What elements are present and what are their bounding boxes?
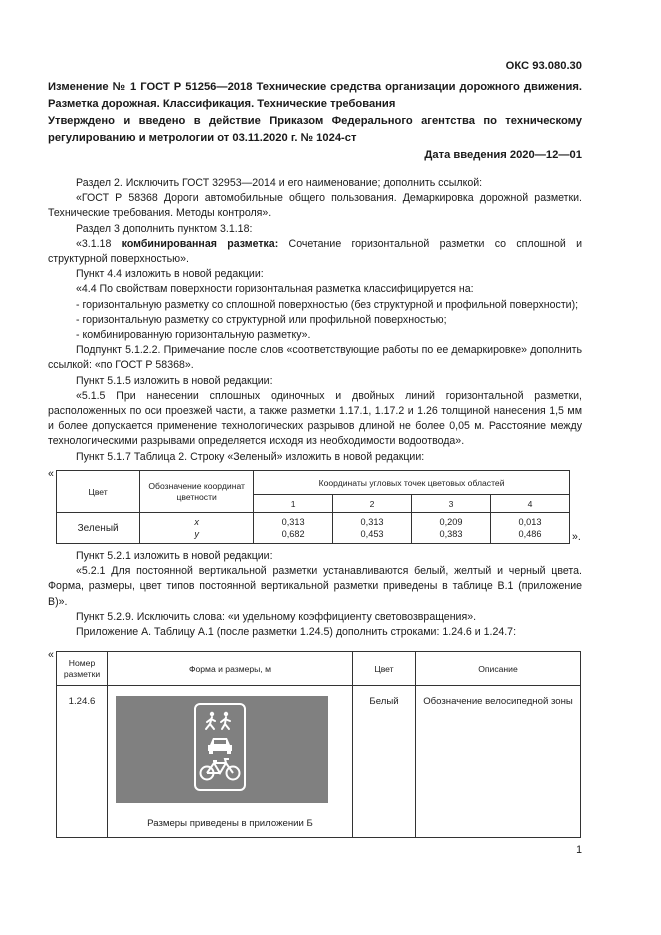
table-row: [57, 686, 581, 838]
marking-table: [56, 651, 581, 838]
paragraph: Пункт 5.2.1 изложить в новой редакции:: [76, 550, 273, 562]
body-text-2: [48, 549, 582, 640]
row-color: Белый: [353, 686, 416, 838]
table-row: [57, 513, 570, 544]
header-coords: Координаты угловых точек цветовых областей: [254, 471, 570, 495]
term: комбинированная разметка:: [121, 237, 279, 250]
row-point-3: 0,209 0,383: [412, 513, 491, 544]
row-point-4: 0,013 0,486: [491, 513, 570, 544]
row-number: 1.24.6: [57, 686, 108, 838]
list-item: - горизонтальную разметку со структурной или профильной поверхностью;: [76, 313, 447, 326]
road-surface: [116, 696, 328, 803]
header-point: 3: [412, 495, 491, 513]
paragraph: [48, 237, 582, 267]
row-desc: Обозначение велосипедной зоны: [416, 686, 581, 838]
paragraph: «5.1.5 При нанесении сплошных одиночных и двойных линий горизонтальной разметки, расположенных по оси проезжей части, а также разметки 1.17.1, 1.17.2 и 1.26 толщиной нанесения 1,5 мм и более допускается применение технологических разрывов длиной не более 0,05 м. Расстояние между технологическими разрывами определяется исходя из необходимости водоотвода».: [48, 389, 582, 448]
page-number: 1: [576, 844, 582, 856]
document-title: Изменение № 1 ГОСТ Р 51256—2018 Технические средства организации дорожного движения. Разметка дорожная. Классификация. Технические требования: [48, 81, 582, 110]
list-item: - комбинированную горизонтальную разметку».: [76, 329, 311, 342]
paragraph: Пункт 5.1.7 Таблица 2. Строку «Зеленый» изложить в новой редакции:: [76, 450, 425, 463]
body-text-1: [48, 176, 582, 465]
row-shape: [108, 686, 353, 838]
paragraph: Пункт 5.1.5 изложить в новой редакции:: [76, 374, 273, 387]
dimensions-note: Размеры приведены в приложении Б: [147, 818, 313, 829]
okc-code: ОКС 93.080.30: [505, 60, 582, 72]
paragraph: «4.4 По свойствам поверхности горизонтальная разметка классифицируется на:: [76, 283, 474, 296]
header-point: 2: [333, 495, 412, 513]
row-color: Зеленый: [57, 513, 140, 544]
paragraph: Пункт 5.2.9. Исключить слова: «и удельному коэффициенту световозвращения».: [76, 610, 477, 623]
paragraph: «5.2.1 Для постоянной вертикальной разметки устанавливаются белый, желтый и черный цвета. Форма, размеры, цвет типов постоянной вертикальной разметки приведены в таблице В.1 (приложение В)».: [48, 565, 582, 608]
paragraph: Приложение А. Таблицу А.1 (после разметки 1.24.5) дополнить строками: 1.24.6 и 1.24.7:: [76, 626, 517, 639]
approval-note: Утверждено и введено в действие Приказом Федерального агентства по техническому регулированию и метрологии от 03.11.2020 г. № 1024-ст: [48, 115, 582, 144]
chromaticity-table: [56, 470, 570, 544]
paragraph: Раздел 3 дополнить пунктом 3.1.18:: [76, 222, 253, 235]
definition: Сочетание горизонтальной разметки со сплошной и структурной поверхностью».: [48, 237, 582, 266]
header-shape: Форма и размеры, м: [108, 652, 353, 686]
effective-date: Дата введения 2020—12—01: [424, 149, 582, 161]
quote-close: ».: [572, 531, 581, 543]
paragraph: Раздел 2. Исключить ГОСТ 32953—2014 и его наименование; дополнить ссылкой:: [76, 177, 483, 189]
list-item: - горизонтальную разметку со сплошной поверхностью (без структурной и профильной поверхности);: [76, 298, 579, 311]
header-point: 1: [254, 495, 333, 513]
header-designation: Обозначение координат цветности: [140, 471, 254, 513]
paragraph: Пункт 4.4 изложить в новой редакции:: [76, 268, 264, 281]
clause-number: «3.1.18: [76, 237, 122, 250]
header-color: Цвет: [57, 471, 140, 513]
header-point: 4: [491, 495, 570, 513]
bicycle-zone-sign: [194, 703, 246, 791]
quote-open: «: [48, 649, 54, 661]
quote-open: «: [48, 468, 54, 480]
row-point-1: 0,313 0,682: [254, 513, 333, 544]
paragraph: «ГОСТ Р 58368 Дороги автомобильные общего пользования. Демаркировка дорожной разметки. Технические требования. Методы контроля».: [48, 192, 582, 220]
header-number: Номер разметки: [57, 652, 108, 686]
row-designation: x y: [140, 513, 254, 544]
paragraph: Подпункт 5.1.2.2. Примечание после слов «соответствующие работы по ее демаркировке» дополнить ссылкой: «по ГОСТ Р 58368».: [48, 344, 582, 372]
row-point-2: 0,313 0,453: [333, 513, 412, 544]
pedestrian-car-bicycle-icon: [196, 705, 244, 789]
header-color: Цвет: [353, 652, 416, 686]
header-desc: Описание: [416, 652, 581, 686]
